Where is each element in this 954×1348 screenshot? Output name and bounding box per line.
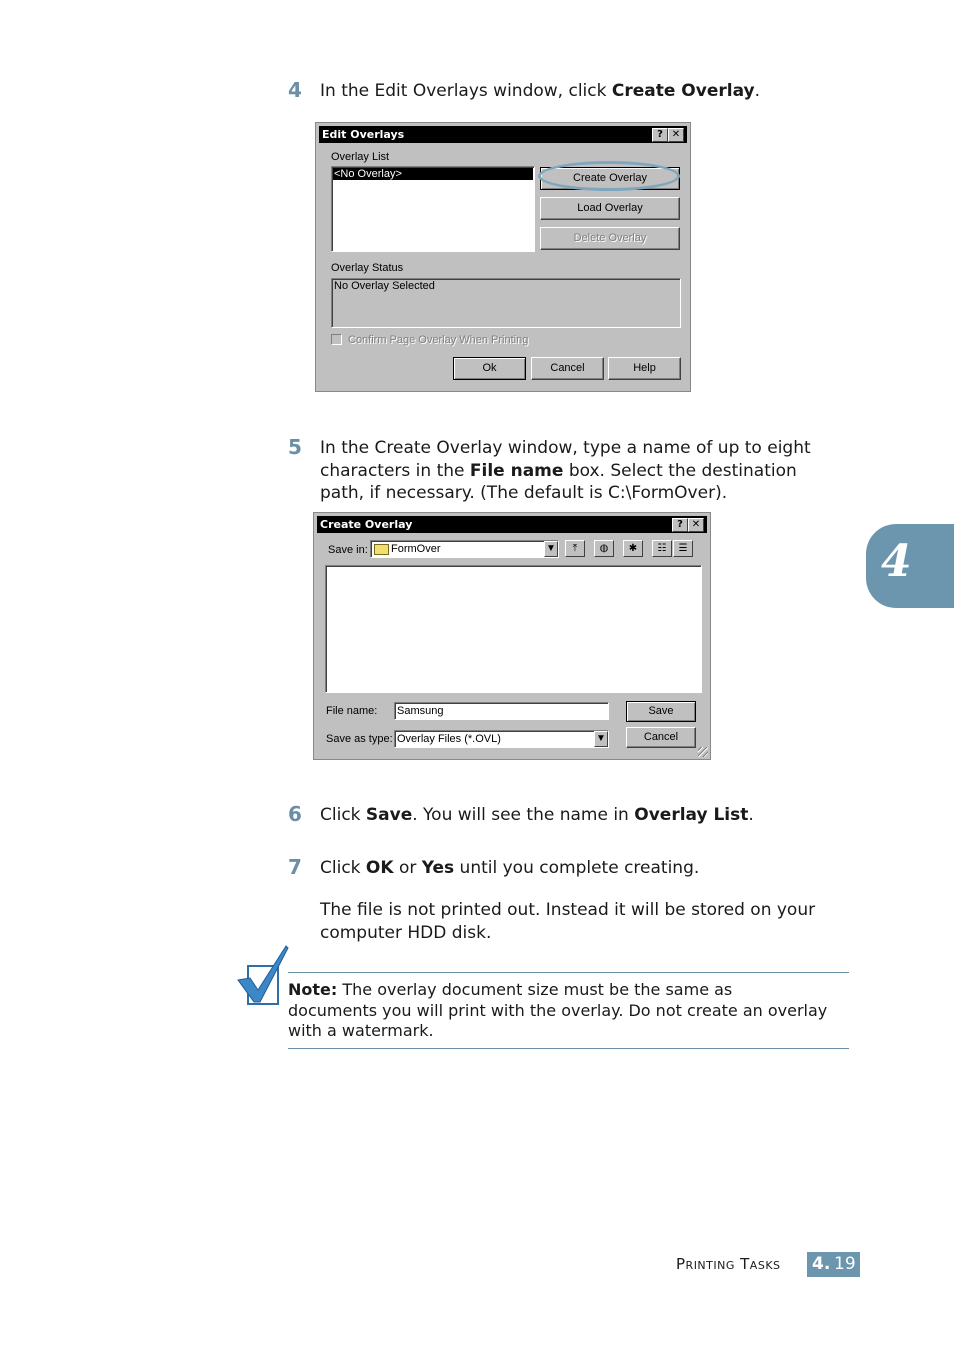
step-4-text-pre: In the Edit Overlays window, click	[320, 81, 612, 101]
note-line1: The overlay document size must be the same as	[337, 980, 733, 999]
step-5-line2	[320, 460, 880, 483]
note-top-rule	[288, 972, 849, 973]
step-4-text-post: .	[754, 81, 761, 101]
highlight-ellipse	[538, 161, 680, 191]
step-5-line2-post: box. Select the destination	[563, 460, 797, 481]
step-7-mid: or	[393, 858, 422, 878]
step-7-number: 7	[288, 855, 302, 879]
overlay-list-item[interactable]: <No Overlay>	[333, 168, 533, 180]
step-5-line2-pre: characters in the	[320, 460, 470, 481]
footer-page-badge	[807, 1252, 860, 1277]
load-overlay-button[interactable]: Load Overlay	[540, 197, 680, 220]
file-name-label: File name:	[326, 705, 378, 717]
save-in-value: FormOver	[391, 543, 441, 555]
step-7-bold2: Yes	[421, 858, 455, 878]
delete-overlay-button[interactable]: Delete Overlay	[540, 227, 680, 250]
step-6-bold1: Save	[365, 805, 413, 825]
step-6-text	[320, 804, 754, 827]
overlay-status-box	[331, 278, 681, 328]
step-5-line2-bold: File name	[469, 460, 564, 481]
footer-section: Printing Tasks	[676, 1255, 781, 1273]
file-name-input[interactable]	[394, 702, 609, 720]
desktop-icon[interactable]: ◍	[594, 540, 614, 557]
note-label: Note:	[288, 980, 338, 999]
step-6-mid: . You will see the name in	[412, 805, 635, 825]
step-7-para-line2: computer HDD disk.	[320, 922, 492, 943]
folder-icon	[374, 544, 389, 555]
step-7-pre: Click	[320, 858, 366, 878]
file-name-value: Samsung	[397, 705, 444, 717]
close-icon[interactable]: ✕	[668, 128, 684, 142]
confirm-checkbox[interactable]	[331, 334, 342, 345]
confirm-checkbox-label: Confirm Page Overlay When Printing	[348, 334, 529, 346]
edit-overlays-dialog	[315, 122, 691, 392]
step-7-paragraph	[320, 899, 880, 944]
create-overlay-title: Create Overlay	[320, 518, 413, 531]
overlay-status-text: No Overlay Selected	[334, 280, 435, 292]
save-in-label: Save in:	[328, 544, 368, 556]
overlay-list-label: Overlay List	[331, 151, 390, 163]
help-icon[interactable]: ?	[672, 518, 688, 532]
chevron-down-icon[interactable]: ▼	[594, 731, 608, 747]
step-7-bold1: OK	[365, 858, 394, 878]
create-overlay-titlebar	[317, 516, 707, 533]
overlay-list[interactable]	[331, 166, 535, 252]
save-as-type-dropdown[interactable]	[394, 730, 609, 748]
save-as-type-value: Overlay Files (*.OVL)	[397, 733, 501, 745]
create-overlay-button[interactable]: Create Overlay	[540, 167, 680, 190]
step-5-text	[320, 437, 880, 505]
step-4-text	[320, 80, 760, 103]
list-view-icon[interactable]: ☷	[652, 540, 672, 557]
step-6-post: .	[748, 805, 754, 825]
resize-grip-icon[interactable]	[698, 747, 708, 757]
chapter-tab	[866, 524, 954, 608]
step-4-text-bold: Create Overlay	[611, 81, 755, 101]
ok-button[interactable]: Ok	[453, 357, 526, 380]
footer-page-number: 19	[834, 1254, 856, 1274]
new-folder-icon[interactable]: ✱	[623, 540, 643, 557]
cancel-button[interactable]: Cancel	[531, 357, 604, 380]
overlay-status-label: Overlay Status	[331, 262, 404, 274]
step-6-bold2: Overlay List	[634, 805, 749, 825]
edit-overlays-titlebar	[319, 126, 687, 143]
step-7-text	[320, 857, 699, 880]
step-6-number: 6	[288, 802, 302, 826]
step-5-line3: path, if necessary. (The default is C:\FormOver).	[320, 483, 728, 503]
save-in-dropdown[interactable]	[370, 540, 559, 558]
edit-overlays-title: Edit Overlays	[322, 128, 405, 141]
note-line2: documents you will print with the overlay. Do not create an overlay	[288, 1000, 828, 1020]
details-view-icon[interactable]: ☰	[673, 540, 693, 557]
note-line3: with a watermark.	[288, 1021, 434, 1040]
step-7-para-line1: The file is not printed out. Instead it will be stored on your	[320, 900, 816, 920]
save-button[interactable]: Save	[626, 701, 696, 722]
note-text	[288, 980, 858, 1042]
step-6-pre: Click	[320, 805, 366, 825]
footer-page-prefix: 4.	[812, 1254, 831, 1274]
chapter-tab-number: 4	[881, 536, 912, 587]
create-overlay-dialog	[313, 512, 711, 760]
help-icon[interactable]: ?	[652, 128, 668, 142]
close-icon[interactable]: ✕	[688, 518, 704, 532]
step-4-number: 4	[288, 78, 302, 102]
cancel-button[interactable]: Cancel	[626, 727, 696, 748]
save-as-type-label: Save as type:	[326, 733, 393, 745]
file-list[interactable]	[325, 565, 702, 693]
up-folder-icon[interactable]: ⤒	[565, 540, 585, 557]
checkmark-icon	[236, 944, 290, 1008]
chevron-down-icon[interactable]: ▼	[544, 541, 558, 557]
note-bottom-rule	[288, 1048, 849, 1049]
step-5-line1: In the Create Overlay window, type a name of up to eight	[320, 438, 811, 458]
step-7-post: until you complete creating.	[454, 858, 700, 878]
step-5-number: 5	[288, 435, 302, 459]
help-button[interactable]: Help	[608, 357, 681, 380]
